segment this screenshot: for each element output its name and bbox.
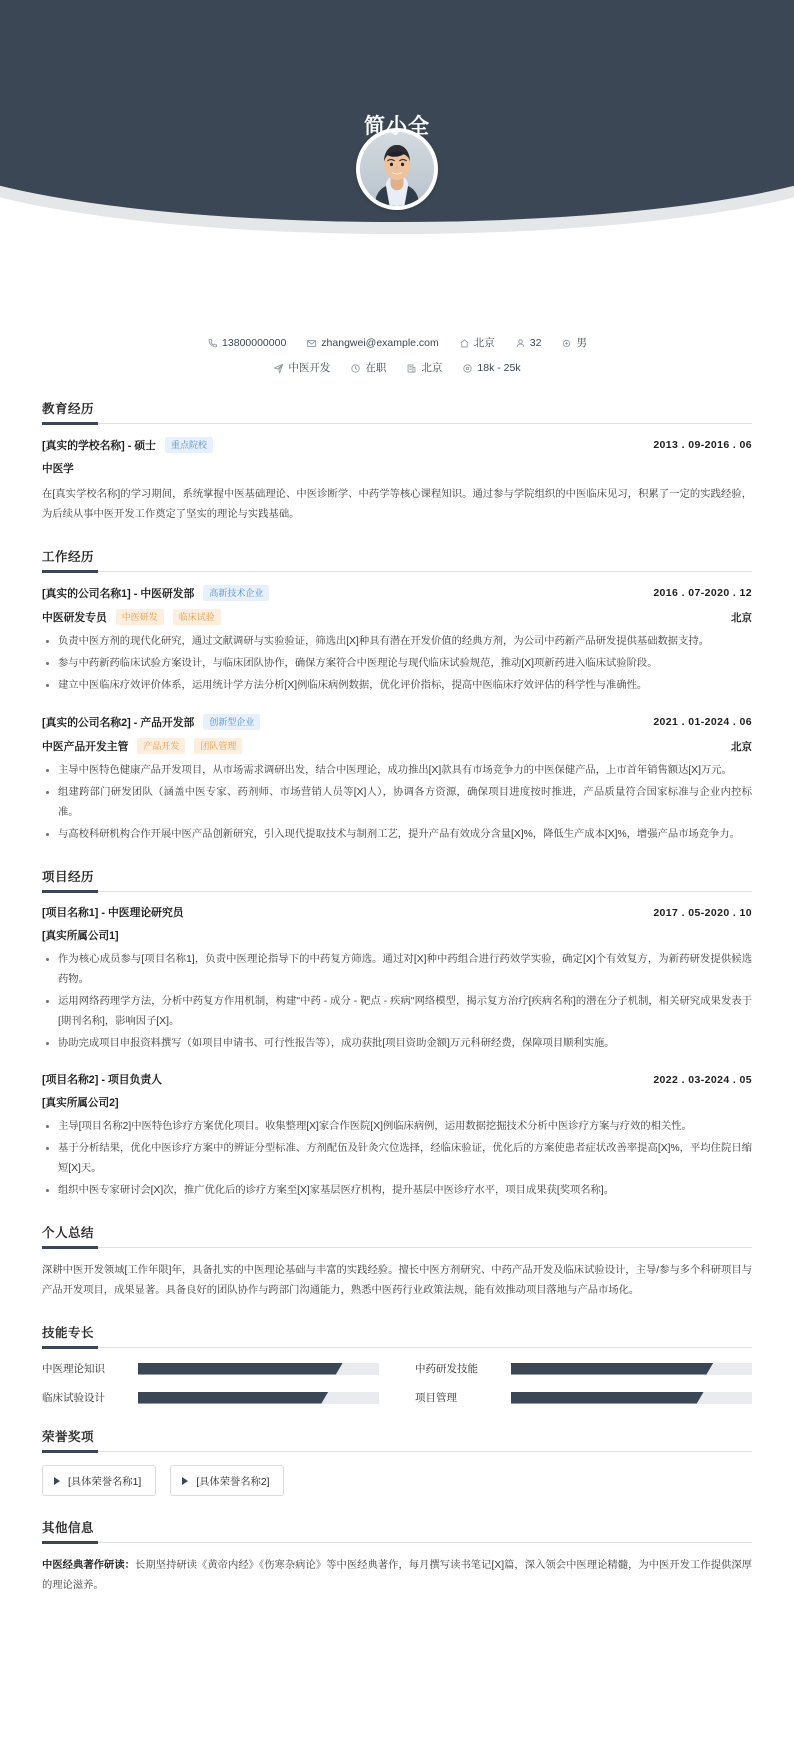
section-skills <box>42 1323 752 1405</box>
job-status-text: 在职 <box>365 362 387 374</box>
skill-label: 项目管理 <box>415 1392 457 1404</box>
contact-gender-text: 男 <box>576 337 587 349</box>
project-bullet: 作为核心成员参与[项目名称1]，负责中医理论指导下的中药复方筛选。通过对[X]种中药组合进行药效学实验，确定[X]个有效复方，为新药研发提供候选药物。 <box>42 950 752 990</box>
work-company-tag: 创新型企业 <box>203 714 260 730</box>
award-chip[interactable] <box>42 1465 156 1496</box>
job-target-text: 中医开发 <box>288 362 331 374</box>
skill-progress-track <box>511 1392 752 1404</box>
project-name: [项目名称1] - 中医理论研究员 <box>42 907 184 919</box>
section-title-education: 教育经历 <box>42 402 95 416</box>
clock-icon <box>350 363 361 374</box>
work-bullet: 主导中医特色健康产品开发项目，从市场需求调研出发，结合中医理论，成功推出[X]款具有市场竞争力的中医保健产品，上市首年销售额达[X]万元。 <box>42 761 752 781</box>
work-bullet: 组建跨部门研发团队（涵盖中医专家、药剂师、市场营销人员等[X]人），协调各方资源，确保项目进度按时推进，产品质量符合国家标准与企业内控标准。 <box>42 783 752 823</box>
contact-phone <box>207 334 286 352</box>
skill-progress-fill <box>138 1392 328 1404</box>
send-icon <box>273 363 284 374</box>
education-school-name: [真实的学校名称] - 硕士 <box>42 439 156 452</box>
section-header-education <box>42 399 752 424</box>
contact-email <box>306 334 438 352</box>
section-header-summary <box>42 1223 752 1248</box>
project-bullet: 主导[项目名称2]中医特色诊疗方案优化项目。收集整理[X]家合作医院[X]例临床病例，运用数据挖掘技术分析中医诊疗方案与疗效的相关性。 <box>42 1117 752 1137</box>
education-entry <box>42 437 752 525</box>
project-bullet: 基于分析结果，优化中医诊疗方案中的辨证分型标准、方剂配伍及针灸穴位选择，经临床验证，优化后的方案使患者症状改善率提高[X]%，平均住院日缩短[X]天。 <box>42 1139 752 1179</box>
project-name-line <box>42 1072 162 1087</box>
project-date: 2022 . 03-2024 . 05 <box>653 1073 752 1086</box>
education-date: 2013 . 09-2016 . 06 <box>653 439 752 451</box>
work-bullet: 与高校科研机构合作开展中医产品创新研究，引入现代提取技术与制剂工艺，提升产品有效成分含量[X]%，降低生产成本[X]%，增强产品市场竞争力。 <box>42 825 752 845</box>
gender-icon <box>561 338 572 349</box>
contact-row-secondary <box>0 359 794 377</box>
section-header-projects <box>42 867 752 892</box>
education-school-line <box>42 437 213 453</box>
work-entry-header <box>42 714 752 730</box>
work-role-line <box>42 609 752 625</box>
section-summary <box>42 1223 752 1301</box>
salary-expectation <box>462 359 520 377</box>
section-header-awards <box>42 1427 752 1452</box>
contact-phone-text: 13800000000 <box>222 337 287 349</box>
section-title-other: 其他信息 <box>42 1521 95 1535</box>
project-entry-header <box>42 1072 752 1087</box>
work-date: 2016 . 07-2020 . 12 <box>653 587 752 599</box>
contact-email-text: zhangwei@example.com <box>321 337 439 349</box>
avatar <box>356 128 438 210</box>
contact-age <box>515 334 542 352</box>
user-icon <box>515 338 526 349</box>
work-entry-header <box>42 585 752 601</box>
work-location: 北京 <box>731 740 752 753</box>
skill-label: 临床试验设计 <box>42 1392 105 1404</box>
mail-icon <box>306 338 317 349</box>
job-city <box>406 359 442 377</box>
work-company-tag: 高新技术企业 <box>203 585 269 601</box>
section-title-summary: 个人总结 <box>42 1226 95 1240</box>
work-company-name: [真实的公司名称2] - 产品开发部 <box>42 716 195 729</box>
work-role-tag: 临床试验 <box>173 609 221 625</box>
education-major: 中医学 <box>42 463 74 475</box>
work-date: 2021 . 01-2024 . 06 <box>653 716 752 728</box>
work-role-tag: 团队管理 <box>194 738 242 754</box>
section-other <box>42 1518 752 1596</box>
section-header-skills <box>42 1323 752 1348</box>
skill-progress-track <box>511 1363 752 1375</box>
portrait-photo-icon <box>360 132 434 206</box>
section-title-awards: 荣誉奖项 <box>42 1430 95 1444</box>
project-name-line <box>42 905 184 920</box>
contact-row-primary <box>0 334 794 352</box>
other-item <box>42 1556 752 1596</box>
skills-grid <box>42 1361 752 1405</box>
resume-header <box>0 110 794 318</box>
play-triangle-icon <box>182 1477 188 1485</box>
section-header-other <box>42 1518 752 1543</box>
contact-hometown-text: 北京 <box>473 337 495 349</box>
other-label: 中医经典著作研读： <box>42 1560 135 1571</box>
project-bullet: 协助完成项目申报资料撰写（如项目申请书、可行性报告等），成功获批[项目资助金额]万元科研经费，保障项目顺利实施。 <box>42 1034 752 1054</box>
project-bullet: 运用网络药理学方法，分析中药复方作用机制，构建"中药 - 成分 - 靶点 - 疾病"网络模型，揭示复方治疗[疾病名称]的潜在分子机制，相关研究成果发表于[期刊名称]，影响因子[X]。 <box>42 992 752 1032</box>
work-company-line <box>42 585 269 601</box>
section-projects <box>42 867 752 1201</box>
skill-item <box>42 1390 379 1405</box>
work-role-group <box>42 738 242 754</box>
award-label: [具体荣誉名称2] <box>196 1477 270 1488</box>
contact-gender <box>561 334 587 352</box>
project-entry <box>42 905 752 1054</box>
work-entry <box>42 714 752 845</box>
contact-age-text: 32 <box>529 337 542 349</box>
education-description: 在[真实学校名称]的学习期间，系统掌握中医基础理论、中医诊断学、中药学等核心课程知识。通过参与学院组织的中医临床见习，积累了一定的实践经验，为后续从事中医开发工作奠定了坚实的理论与实践基础。 <box>42 489 752 520</box>
skill-progress-fill <box>511 1392 704 1404</box>
work-company-name: [真实的公司名称1] - 中医研发部 <box>42 587 195 600</box>
summary-text: 深耕中医开发领域[工作年限]年，具备扎实的中医理论基础与丰富的实践经验。擅长中医方剂研究、中药产品开发及临床试验设计，主导/参与多个科研项目与产品开发项目，成果显著。具备良好的团队协作与跨部门沟通能力，熟悉中医药行业政策法规，能有效推动项目落地与产品市场化。 <box>42 1265 752 1296</box>
section-education <box>42 399 752 525</box>
work-role-title: 中医研发专员 <box>42 611 107 624</box>
project-org: [真实所属公司2] <box>42 1097 119 1109</box>
project-org: [真实所属公司1] <box>42 930 119 942</box>
work-company-line <box>42 714 260 730</box>
work-role-line <box>42 738 752 754</box>
skill-item <box>42 1361 379 1376</box>
award-label: [具体荣誉名称1] <box>68 1477 142 1488</box>
contact-meta <box>0 334 794 377</box>
job-target <box>273 359 330 377</box>
work-bullet-list <box>42 632 752 696</box>
section-awards <box>42 1427 752 1496</box>
skill-progress-fill <box>138 1363 343 1375</box>
work-role-tag: 产品开发 <box>137 738 185 754</box>
skill-item <box>415 1390 752 1405</box>
phone-icon <box>207 338 218 349</box>
resume-body <box>0 399 794 1620</box>
job-status <box>350 359 386 377</box>
skill-label: 中医理论知识 <box>42 1363 105 1375</box>
education-entry-header <box>42 437 752 453</box>
project-date: 2017 . 05-2020 . 10 <box>653 906 752 919</box>
project-entry-header <box>42 905 752 920</box>
project-name: [项目名称2] - 项目负责人 <box>42 1074 162 1086</box>
section-title-projects: 项目经历 <box>42 870 95 884</box>
skill-label: 中药研发技能 <box>415 1363 478 1375</box>
play-triangle-icon <box>54 1477 60 1485</box>
work-bullet: 负责中医方剂的现代化研究，通过文献调研与实验验证，筛选出[X]种具有潜在开发价值的经典方剂，为公司中药新产品研发提供基础数据支持。 <box>42 632 752 652</box>
skill-item <box>415 1361 752 1376</box>
project-bullet: 组织中医专家研讨会[X]次，推广优化后的诊疗方案至[X]家基层医疗机构，提升基层中医诊疗水平，项目成果获[奖项名称]。 <box>42 1181 752 1201</box>
awards-list <box>42 1465 752 1496</box>
other-text: 长期坚持研读《黄帝内经》《伤寒杂病论》等中医经典著作，每月撰写读书笔记[X]篇，深入领会中医理论精髓，为中医开发工作提供深厚的理论滋养。 <box>42 1560 753 1591</box>
section-title-skills: 技能专长 <box>42 1326 95 1340</box>
project-bullet-list <box>42 1117 752 1201</box>
education-tag: 重点院校 <box>165 437 213 453</box>
work-location: 北京 <box>731 611 752 624</box>
award-chip[interactable] <box>170 1465 284 1496</box>
section-header-work <box>42 547 752 572</box>
home-icon <box>459 338 470 349</box>
project-entry <box>42 1072 752 1201</box>
skill-progress-track <box>138 1392 379 1404</box>
work-bullet: 参与中药新药临床试验方案设计，与临床团队协作，确保方案符合中医理论与现代临床试验规范，推动[X]项新药进入临床试验阶段。 <box>42 654 752 674</box>
work-role-title: 中医产品开发主管 <box>42 740 129 753</box>
project-bullet-list <box>42 950 752 1054</box>
building-icon <box>406 363 417 374</box>
skill-progress-fill <box>511 1363 713 1375</box>
work-entry <box>42 585 752 696</box>
work-role-group <box>42 609 221 625</box>
work-bullet: 建立中医临床疗效评价体系，运用统计学方法分析[X]例临床病例数据，优化评价指标，提高中医临床疗效评估的科学性与准确性。 <box>42 676 752 696</box>
work-role-tag: 中医研发 <box>116 609 164 625</box>
work-bullet-list <box>42 761 752 845</box>
salary-expectation-text: 18k - 25k <box>477 362 521 374</box>
section-title-work: 工作经历 <box>42 550 95 564</box>
job-city-text: 北京 <box>421 362 443 374</box>
contact-hometown <box>459 334 495 352</box>
skill-progress-track <box>138 1363 379 1375</box>
page-title: 简小全 <box>364 115 430 138</box>
coin-icon <box>462 363 473 374</box>
section-work <box>42 547 752 845</box>
other-text-line <box>42 1556 752 1596</box>
